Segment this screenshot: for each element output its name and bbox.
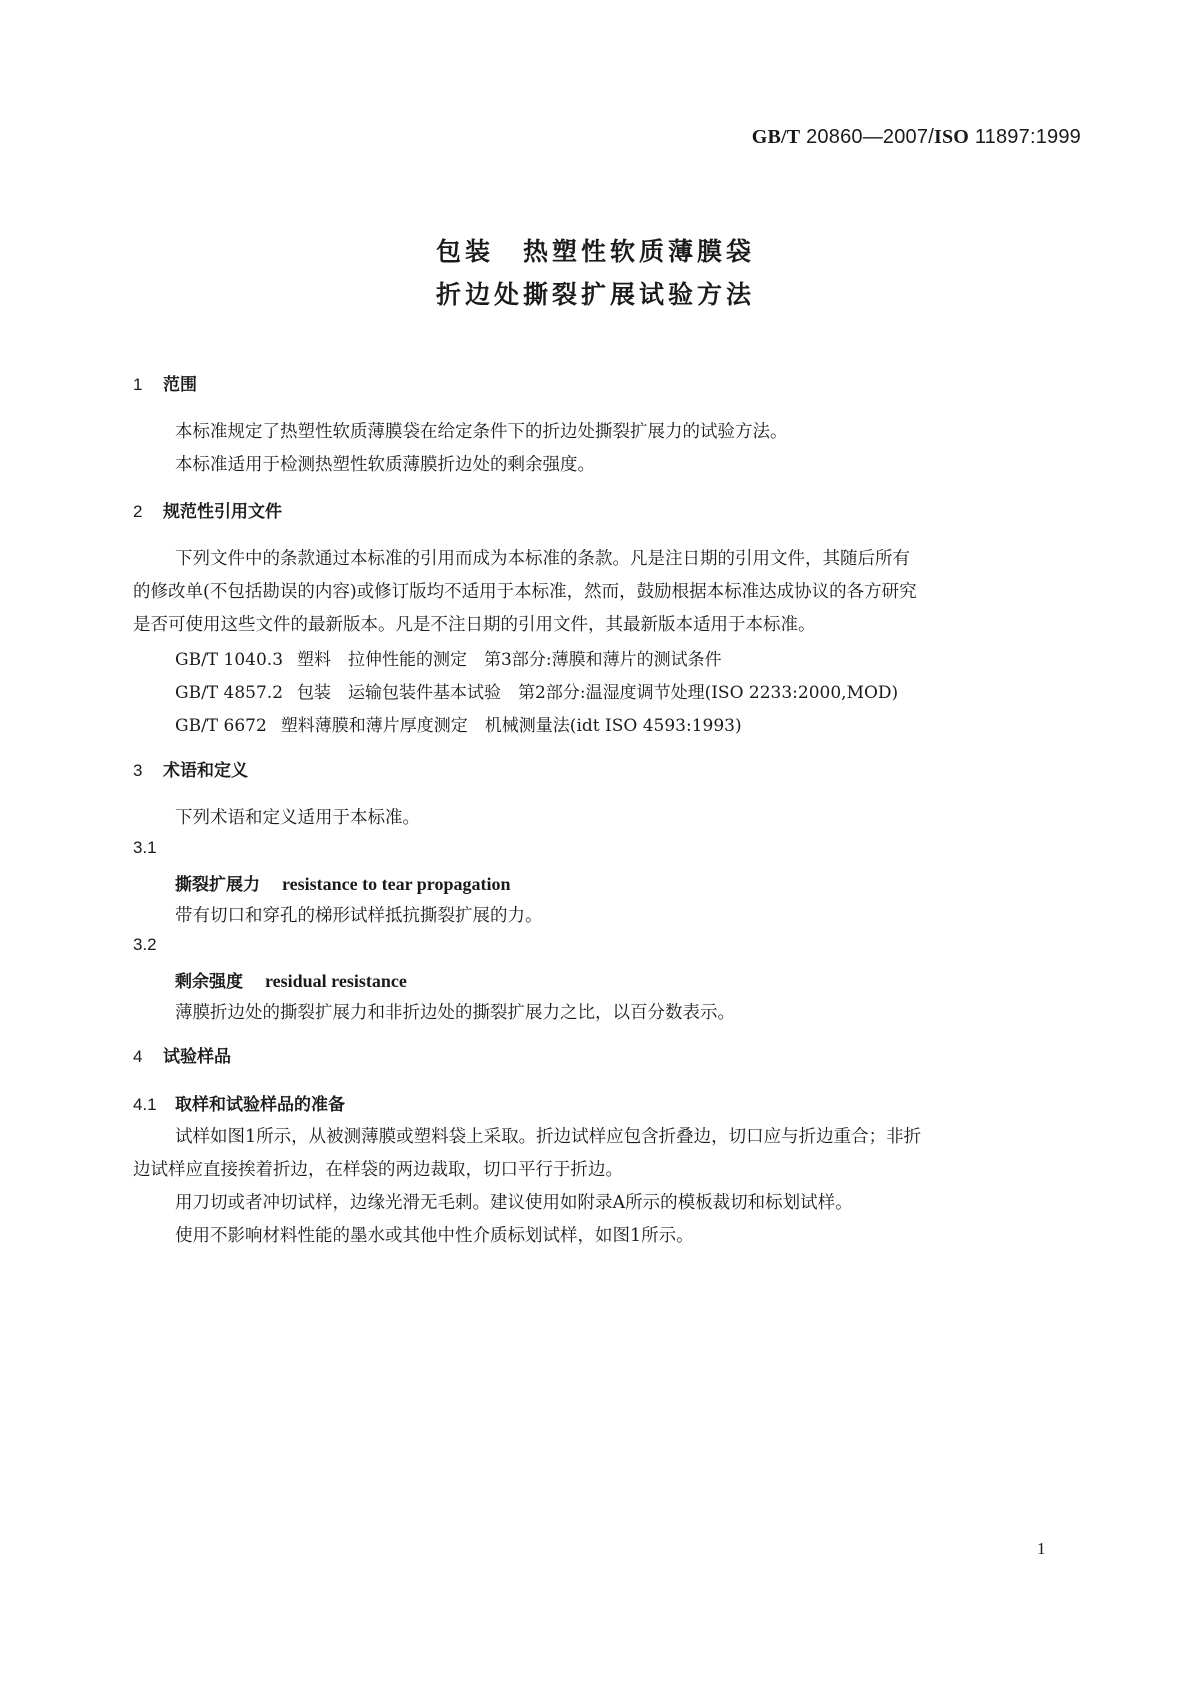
term-number: 3.2	[133, 935, 157, 954]
reference-code: GB/T 6672	[175, 716, 267, 736]
iso-prefix: ISO	[933, 126, 970, 148]
section-title: 范围	[163, 375, 197, 395]
section-number: 4	[133, 1047, 143, 1066]
reference-title: 包装 运输包装件基本试验 第2部分:温湿度调节处理(ISO 2233:2000,MOD)	[297, 683, 899, 703]
paragraph-line: 边试样应直接挨着折边，在样袋的两边裁取，切口平行于折边。	[133, 1160, 623, 1180]
section-3-heading	[133, 756, 248, 781]
reference-item	[175, 711, 742, 736]
term-en: residual resistance	[265, 971, 407, 991]
paragraph-line: 用刀切或者冲切试样，边缘光滑无毛刺。建议使用如附录A所示的模板裁切和标划试样。	[175, 1193, 853, 1213]
paragraph: 下列术语和定义适用于本标准。	[175, 808, 420, 828]
standard-number: 20860—2007/	[806, 126, 934, 148]
subsection-4-1-heading	[133, 1090, 345, 1115]
section-1-heading	[133, 370, 197, 395]
section-number: 2	[133, 502, 143, 521]
reference-code: GB/T 4857.2	[175, 683, 284, 703]
term-definition: 带有切口和穿孔的梯形试样抵抗撕裂扩展的力。	[175, 906, 543, 926]
paragraph-line: 试样如图1所示，从被测薄膜或塑料袋上采取。折边试样应包含折叠边，切口应与折边重合；非折	[175, 1127, 922, 1147]
term-heading	[175, 967, 407, 992]
paragraph-line: 的修改单(不包括勘误的内容)或修订版均不适用于本标准，然而，鼓励根据本标准达成协议的各方研究	[133, 582, 917, 602]
subsection-title: 取样和试验样品的准备	[175, 1095, 345, 1115]
term-zh: 剩余强度	[175, 972, 243, 992]
reference-title: 塑料薄膜和薄片厚度测定 机械测量法(idt ISO 4593:1993)	[280, 716, 742, 736]
term-zh: 撕裂扩展力	[175, 875, 260, 895]
reference-code: GB/T 1040.3	[175, 650, 284, 670]
paragraph: 本标准适用于检测热塑性软质薄膜折边处的剩余强度。	[175, 455, 595, 475]
reference-title: 塑料 拉伸性能的测定 第3部分:薄膜和薄片的测试条件	[297, 650, 722, 670]
term-heading	[175, 870, 510, 895]
reference-item	[175, 645, 722, 670]
section-number: 3	[133, 761, 143, 780]
subsection-number: 4.1	[133, 1095, 157, 1114]
reference-item	[175, 678, 898, 703]
term-definition: 薄膜折边处的撕裂扩展力和非折边处的撕裂扩展力之比，以百分数表示。	[175, 1003, 735, 1023]
section-title: 术语和定义	[163, 761, 248, 781]
paragraph-line: 下列文件中的条款通过本标准的引用而成为本标准的条款。凡是注日期的引用文件，其随后所有	[175, 549, 910, 569]
standard-header	[752, 126, 1081, 149]
document-title-line-2: 折边处撕裂扩展试验方法	[435, 280, 755, 309]
paragraph-line: 是否可使用这些文件的最新版本。凡是不注日期的引用文件，其最新版本适用于本标准。	[133, 615, 816, 635]
section-4-heading	[133, 1042, 231, 1067]
iso-number: 11897:1999	[974, 126, 1081, 148]
section-2-heading	[133, 497, 282, 522]
section-title: 试验样品	[163, 1047, 231, 1067]
standard-prefix: GB/T	[751, 126, 801, 148]
section-number: 1	[133, 375, 143, 394]
page-number: 1	[1037, 1539, 1046, 1558]
term-number: 3.1	[133, 838, 157, 857]
document-title-line-1: 包装 热塑性软质薄膜袋	[435, 237, 755, 266]
section-title: 规范性引用文件	[163, 502, 282, 522]
term-en: resistance to tear propagation	[282, 874, 511, 894]
paragraph: 本标准规定了热塑性软质薄膜袋在给定条件下的折边处撕裂扩展力的试验方法。	[175, 422, 788, 442]
paragraph-line: 使用不影响材料性能的墨水或其他中性介质标划试样，如图1所示。	[175, 1226, 694, 1246]
